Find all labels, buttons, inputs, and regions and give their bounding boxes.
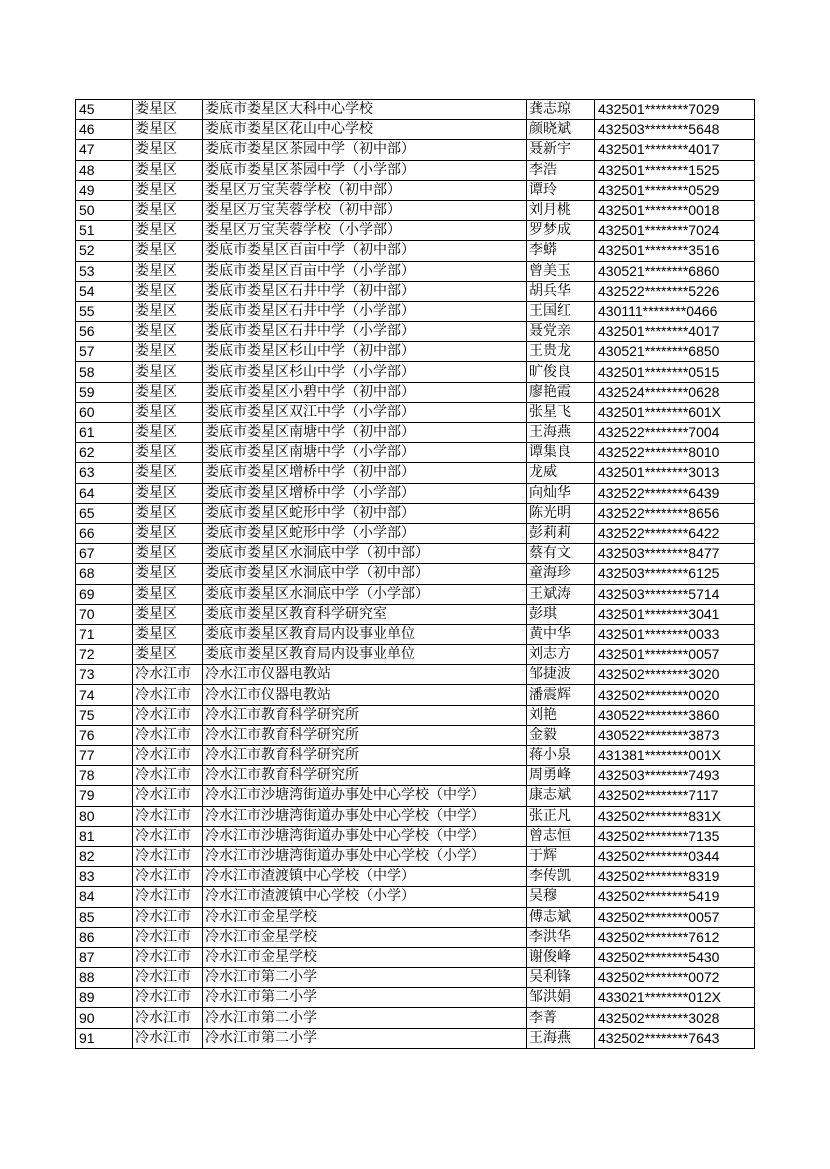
row-number: 56 (76, 322, 133, 342)
unit-cell: 娄底市娄星区茶园中学（初中部） (203, 140, 527, 160)
row-number: 76 (76, 725, 133, 745)
district-cell: 娄星区 (133, 564, 203, 584)
person-name-cell: 金毅 (527, 725, 595, 745)
unit-cell: 冷水江市第二小学 (203, 988, 527, 1008)
district-cell: 冷水江市 (133, 867, 203, 887)
unit-cell: 冷水江市金星学校 (203, 907, 527, 927)
id-number-cell: 432502********7643 (595, 1028, 755, 1048)
person-name-cell: 周勇峰 (527, 766, 595, 786)
id-number-cell: 430521********6850 (595, 342, 755, 362)
person-name-cell: 傅志斌 (527, 907, 595, 927)
table-row (76, 503, 755, 523)
person-name-cell: 廖艳霞 (527, 382, 595, 402)
district-cell: 娄星区 (133, 443, 203, 463)
district-cell: 娄星区 (133, 301, 203, 321)
unit-cell: 娄底市娄星区石井中学（小学部） (203, 301, 527, 321)
unit-cell: 娄底市娄星区增桥中学（小学部） (203, 483, 527, 503)
unit-cell: 娄底市娄星区增桥中学（初中部） (203, 463, 527, 483)
district-cell: 冷水江市 (133, 907, 203, 927)
row-number: 45 (76, 100, 133, 120)
table-row (76, 483, 755, 503)
id-number-cell: 432503********7493 (595, 766, 755, 786)
unit-cell: 冷水江市第二小学 (203, 1008, 527, 1028)
person-name-cell: 彭莉莉 (527, 523, 595, 543)
district-cell: 冷水江市 (133, 826, 203, 846)
roster-table (75, 99, 755, 1049)
id-number-cell: 432501********3013 (595, 463, 755, 483)
unit-cell: 娄底市娄星区教育科学研究室 (203, 604, 527, 624)
row-number: 89 (76, 988, 133, 1008)
unit-cell: 冷水江市仪器电教站 (203, 685, 527, 705)
unit-cell: 娄底市娄星区花山中心学校 (203, 120, 527, 140)
person-name-cell: 聂党亲 (527, 322, 595, 342)
unit-cell: 冷水江市金星学校 (203, 947, 527, 967)
district-cell: 娄星区 (133, 523, 203, 543)
table-row (76, 221, 755, 241)
id-number-cell: 432502********7612 (595, 927, 755, 947)
unit-cell: 娄底市娄星区杉山中学（初中部） (203, 342, 527, 362)
id-number-cell: 432522********6422 (595, 523, 755, 543)
unit-cell: 娄底市娄星区石井中学（小学部） (203, 322, 527, 342)
district-cell: 娄星区 (133, 423, 203, 443)
unit-cell: 娄底市娄星区双江中学（小学部） (203, 402, 527, 422)
id-number-cell: 432502********5430 (595, 947, 755, 967)
table-row (76, 624, 755, 644)
person-name-cell: 向灿华 (527, 483, 595, 503)
unit-cell: 娄底市娄星区教育局内设事业单位 (203, 645, 527, 665)
table-row (76, 746, 755, 766)
id-number-cell: 432503********6125 (595, 564, 755, 584)
person-name-cell: 潘震辉 (527, 685, 595, 705)
unit-cell: 娄星区万宝芙蓉学校（小学部） (203, 221, 527, 241)
row-number: 79 (76, 786, 133, 806)
district-cell: 冷水江市 (133, 927, 203, 947)
person-name-cell: 曾志恒 (527, 826, 595, 846)
row-number: 68 (76, 564, 133, 584)
table-row (76, 806, 755, 826)
table-row (76, 766, 755, 786)
district-cell: 娄星区 (133, 160, 203, 180)
district-cell: 娄星区 (133, 140, 203, 160)
table-row (76, 523, 755, 543)
row-number: 88 (76, 968, 133, 988)
person-name-cell: 李菁 (527, 1008, 595, 1028)
row-number: 67 (76, 544, 133, 564)
table-row (76, 322, 755, 342)
unit-cell: 娄底市娄星区石井中学（初中部） (203, 281, 527, 301)
unit-cell: 冷水江市教育科学研究所 (203, 746, 527, 766)
unit-cell: 娄底市娄星区水洞底中学（小学部） (203, 584, 527, 604)
table-row (76, 402, 755, 422)
row-number: 60 (76, 402, 133, 422)
district-cell: 冷水江市 (133, 1028, 203, 1048)
district-cell: 娄星区 (133, 100, 203, 120)
row-number: 74 (76, 685, 133, 705)
person-name-cell: 胡兵华 (527, 281, 595, 301)
unit-cell: 娄底市娄星区教育局内设事业单位 (203, 624, 527, 644)
id-number-cell: 432502********0072 (595, 968, 755, 988)
table-row (76, 826, 755, 846)
unit-cell: 娄底市娄星区茶园中学（小学部） (203, 160, 527, 180)
person-name-cell: 罗梦成 (527, 221, 595, 241)
person-name-cell: 李传凯 (527, 867, 595, 887)
person-name-cell: 吴穆 (527, 887, 595, 907)
unit-cell: 冷水江市教育科学研究所 (203, 725, 527, 745)
row-number: 87 (76, 947, 133, 967)
id-number-cell: 432502********3020 (595, 665, 755, 685)
district-cell: 冷水江市 (133, 705, 203, 725)
id-number-cell: 432502********7117 (595, 786, 755, 806)
id-number-cell: 432522********7004 (595, 423, 755, 443)
person-name-cell: 王贵龙 (527, 342, 595, 362)
id-number-cell: 432501********7029 (595, 100, 755, 120)
unit-cell: 娄底市娄星区百亩中学（小学部） (203, 261, 527, 281)
district-cell: 娄星区 (133, 544, 203, 564)
id-number-cell: 433021********012X (595, 988, 755, 1008)
table-row (76, 968, 755, 988)
table-row (76, 887, 755, 907)
person-name-cell: 李蟒 (527, 241, 595, 261)
district-cell: 冷水江市 (133, 665, 203, 685)
table-row (76, 180, 755, 200)
row-number: 75 (76, 705, 133, 725)
unit-cell: 娄底市娄星区杉山中学（小学部） (203, 362, 527, 382)
unit-cell: 冷水江市沙塘湾街道办事处中心学校（中学） (203, 806, 527, 826)
row-number: 57 (76, 342, 133, 362)
row-number: 48 (76, 160, 133, 180)
id-number-cell: 432522********6439 (595, 483, 755, 503)
person-name-cell: 颜晓斌 (527, 120, 595, 140)
row-number: 84 (76, 887, 133, 907)
id-number-cell: 432522********8656 (595, 503, 755, 523)
id-number-cell: 432522********8010 (595, 443, 755, 463)
table-row (76, 261, 755, 281)
district-cell: 娄星区 (133, 261, 203, 281)
person-name-cell: 彭琪 (527, 604, 595, 624)
person-name-cell: 王海燕 (527, 1028, 595, 1048)
table-row (76, 786, 755, 806)
id-number-cell: 432502********5419 (595, 887, 755, 907)
table-row (76, 200, 755, 220)
person-name-cell: 刘月桃 (527, 200, 595, 220)
district-cell: 娄星区 (133, 362, 203, 382)
unit-cell: 冷水江市教育科学研究所 (203, 705, 527, 725)
district-cell: 娄星区 (133, 200, 203, 220)
id-number-cell: 430522********3860 (595, 705, 755, 725)
id-number-cell: 432501********0515 (595, 362, 755, 382)
id-number-cell: 432502********7135 (595, 826, 755, 846)
person-name-cell: 康志斌 (527, 786, 595, 806)
id-number-cell: 432522********5226 (595, 281, 755, 301)
id-number-cell: 432501********3516 (595, 241, 755, 261)
row-number: 59 (76, 382, 133, 402)
district-cell: 娄星区 (133, 322, 203, 342)
unit-cell: 娄底市娄星区南塘中学（小学部） (203, 443, 527, 463)
id-number-cell: 432502********0344 (595, 846, 755, 866)
person-name-cell: 邹捷波 (527, 665, 595, 685)
person-name-cell: 张正凡 (527, 806, 595, 826)
person-name-cell: 李洪华 (527, 927, 595, 947)
row-number: 65 (76, 503, 133, 523)
unit-cell: 冷水江市第二小学 (203, 968, 527, 988)
district-cell: 娄星区 (133, 402, 203, 422)
district-cell: 娄星区 (133, 342, 203, 362)
row-number: 53 (76, 261, 133, 281)
row-number: 50 (76, 200, 133, 220)
unit-cell: 冷水江市教育科学研究所 (203, 766, 527, 786)
id-number-cell: 432502********831X (595, 806, 755, 826)
row-number: 73 (76, 665, 133, 685)
person-name-cell: 蒋小泉 (527, 746, 595, 766)
table-row (76, 988, 755, 1008)
district-cell: 娄星区 (133, 463, 203, 483)
row-number: 49 (76, 180, 133, 200)
table-row (76, 120, 755, 140)
id-number-cell: 431381********001X (595, 746, 755, 766)
district-cell: 冷水江市 (133, 1008, 203, 1028)
row-number: 82 (76, 846, 133, 866)
row-number: 47 (76, 140, 133, 160)
table-row (76, 1008, 755, 1028)
unit-cell: 冷水江市渣渡镇中心学校（小学） (203, 887, 527, 907)
person-name-cell: 李浩 (527, 160, 595, 180)
district-cell: 冷水江市 (133, 846, 203, 866)
person-name-cell: 张星飞 (527, 402, 595, 422)
id-number-cell: 432501********4017 (595, 140, 755, 160)
id-number-cell: 432501********0033 (595, 624, 755, 644)
table-row (76, 1028, 755, 1048)
id-number-cell: 432502********0020 (595, 685, 755, 705)
id-number-cell: 430522********3873 (595, 725, 755, 745)
table-row (76, 584, 755, 604)
row-number: 91 (76, 1028, 133, 1048)
table-row (76, 423, 755, 443)
person-name-cell: 谭玲 (527, 180, 595, 200)
person-name-cell: 陈光明 (527, 503, 595, 523)
unit-cell: 娄星区万宝芙蓉学校（初中部） (203, 180, 527, 200)
table-row (76, 443, 755, 463)
district-cell: 娄星区 (133, 241, 203, 261)
table-row (76, 301, 755, 321)
person-name-cell: 黄中华 (527, 624, 595, 644)
table-row (76, 362, 755, 382)
id-number-cell: 432501********0057 (595, 645, 755, 665)
row-number: 61 (76, 423, 133, 443)
unit-cell: 娄底市娄星区蛇形中学（初中部） (203, 503, 527, 523)
table-row (76, 140, 755, 160)
district-cell: 冷水江市 (133, 947, 203, 967)
id-number-cell: 430111********0466 (595, 301, 755, 321)
id-number-cell: 432501********601X (595, 402, 755, 422)
district-cell: 冷水江市 (133, 786, 203, 806)
table-row (76, 685, 755, 705)
unit-cell: 冷水江市沙塘湾街道办事处中心学校（小学） (203, 846, 527, 866)
unit-cell: 娄底市娄星区水洞底中学（初中部） (203, 564, 527, 584)
district-cell: 娄星区 (133, 281, 203, 301)
district-cell: 娄星区 (133, 180, 203, 200)
table-row (76, 160, 755, 180)
district-cell: 冷水江市 (133, 685, 203, 705)
row-number: 66 (76, 523, 133, 543)
row-number: 70 (76, 604, 133, 624)
row-number: 81 (76, 826, 133, 846)
table-row (76, 867, 755, 887)
district-cell: 娄星区 (133, 503, 203, 523)
district-cell: 娄星区 (133, 382, 203, 402)
id-number-cell: 432501********0529 (595, 180, 755, 200)
table-row (76, 281, 755, 301)
district-cell: 娄星区 (133, 584, 203, 604)
district-cell: 娄星区 (133, 120, 203, 140)
unit-cell: 娄底市娄星区百亩中学（初中部） (203, 241, 527, 261)
table-row (76, 241, 755, 261)
person-name-cell: 吴利锋 (527, 968, 595, 988)
district-cell: 冷水江市 (133, 806, 203, 826)
id-number-cell: 432501********3041 (595, 604, 755, 624)
person-name-cell: 龙威 (527, 463, 595, 483)
unit-cell: 冷水江市仪器电教站 (203, 665, 527, 685)
district-cell: 冷水江市 (133, 968, 203, 988)
row-number: 71 (76, 624, 133, 644)
row-number: 46 (76, 120, 133, 140)
id-number-cell: 432524********0628 (595, 382, 755, 402)
id-number-cell: 432501********7024 (595, 221, 755, 241)
table-row (76, 645, 755, 665)
unit-cell: 冷水江市第二小学 (203, 1028, 527, 1048)
district-cell: 娄星区 (133, 483, 203, 503)
row-number: 69 (76, 584, 133, 604)
person-name-cell: 旷俊良 (527, 362, 595, 382)
row-number: 90 (76, 1008, 133, 1028)
table-row (76, 927, 755, 947)
row-number: 55 (76, 301, 133, 321)
id-number-cell: 430521********6860 (595, 261, 755, 281)
id-number-cell: 432501********0018 (595, 200, 755, 220)
id-number-cell: 432501********4017 (595, 322, 755, 342)
row-number: 58 (76, 362, 133, 382)
person-name-cell: 刘艳 (527, 705, 595, 725)
row-number: 80 (76, 806, 133, 826)
person-name-cell: 于辉 (527, 846, 595, 866)
person-name-cell: 谢俊峰 (527, 947, 595, 967)
person-name-cell: 童海珍 (527, 564, 595, 584)
table-row (76, 604, 755, 624)
table-row (76, 846, 755, 866)
row-number: 86 (76, 927, 133, 947)
unit-cell: 冷水江市沙塘湾街道办事处中心学校（中学） (203, 786, 527, 806)
person-name-cell: 王国红 (527, 301, 595, 321)
table-row (76, 564, 755, 584)
district-cell: 娄星区 (133, 624, 203, 644)
table-row (76, 382, 755, 402)
district-cell: 冷水江市 (133, 746, 203, 766)
row-number: 63 (76, 463, 133, 483)
unit-cell: 娄底市娄星区小碧中学（初中部） (203, 382, 527, 402)
unit-cell: 娄底市娄星区水洞底中学（初中部） (203, 544, 527, 564)
person-name-cell: 王海燕 (527, 423, 595, 443)
district-cell: 娄星区 (133, 221, 203, 241)
table-row (76, 947, 755, 967)
unit-cell: 冷水江市金星学校 (203, 927, 527, 947)
table-row (76, 665, 755, 685)
id-number-cell: 432503********5714 (595, 584, 755, 604)
person-name-cell: 王斌涛 (527, 584, 595, 604)
row-number: 78 (76, 766, 133, 786)
district-cell: 娄星区 (133, 645, 203, 665)
district-cell: 冷水江市 (133, 766, 203, 786)
row-number: 52 (76, 241, 133, 261)
table-row (76, 342, 755, 362)
unit-cell: 娄星区万宝芙蓉学校（初中部） (203, 200, 527, 220)
id-number-cell: 432503********5648 (595, 120, 755, 140)
row-number: 83 (76, 867, 133, 887)
table-row (76, 100, 755, 120)
id-number-cell: 432502********3028 (595, 1008, 755, 1028)
row-number: 85 (76, 907, 133, 927)
unit-cell: 娄底市娄星区大科中心学校 (203, 100, 527, 120)
district-cell: 冷水江市 (133, 988, 203, 1008)
person-name-cell: 蔡有文 (527, 544, 595, 564)
unit-cell: 冷水江市沙塘湾街道办事处中心学校（中学） (203, 826, 527, 846)
unit-cell: 娄底市娄星区南塘中学（初中部） (203, 423, 527, 443)
person-name-cell: 龚志琼 (527, 100, 595, 120)
id-number-cell: 432501********1525 (595, 160, 755, 180)
table-row (76, 725, 755, 745)
district-cell: 冷水江市 (133, 725, 203, 745)
id-number-cell: 432502********8319 (595, 867, 755, 887)
unit-cell: 冷水江市渣渡镇中心学校（中学） (203, 867, 527, 887)
table-row (76, 907, 755, 927)
row-number: 64 (76, 483, 133, 503)
row-number: 54 (76, 281, 133, 301)
id-number-cell: 432503********8477 (595, 544, 755, 564)
person-name-cell: 谭集良 (527, 443, 595, 463)
row-number: 72 (76, 645, 133, 665)
district-cell: 娄星区 (133, 604, 203, 624)
id-number-cell: 432502********0057 (595, 907, 755, 927)
table-row (76, 705, 755, 725)
district-cell: 冷水江市 (133, 887, 203, 907)
table-row (76, 463, 755, 483)
person-name-cell: 曾美玉 (527, 261, 595, 281)
roster-body (76, 100, 755, 1049)
unit-cell: 娄底市娄星区蛇形中学（小学部） (203, 523, 527, 543)
person-name-cell: 聂新宇 (527, 140, 595, 160)
person-name-cell: 刘志方 (527, 645, 595, 665)
row-number: 62 (76, 443, 133, 463)
person-name-cell: 邹洪娟 (527, 988, 595, 1008)
row-number: 51 (76, 221, 133, 241)
table-row (76, 544, 755, 564)
row-number: 77 (76, 746, 133, 766)
